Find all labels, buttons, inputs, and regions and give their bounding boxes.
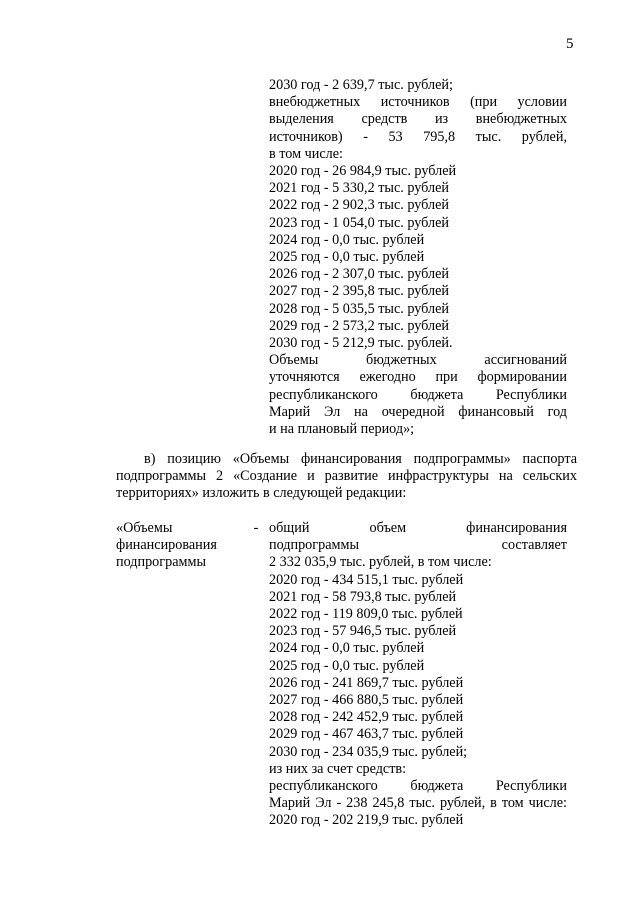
value-line: из них за счет средств:	[269, 760, 407, 777]
table-value-column	[269, 520, 567, 830]
paragraph-line: территориях» изложить в следующей редакции:	[116, 485, 407, 502]
year-amount-line: 2027 год - 2 395,8 тыс. рублей	[269, 283, 449, 300]
text-line: выделения средств из внебюджетных	[269, 111, 567, 128]
year-amount-line: 2028 год - 242 452,9 тыс. рублей	[269, 709, 464, 726]
text-line: внебюджетных источников (при условии	[269, 94, 567, 111]
year-amount-line: 2024 год - 0,0 тыс. рублей	[269, 640, 425, 657]
text-line: 2030 год - 2 639,7 тыс. рублей;	[269, 77, 453, 93]
year-amount-line: 2020 год - 202 219,9 тыс. рублей	[269, 812, 464, 829]
year-amount-line: 2030 год - 5 212,9 тыс. рублей.	[269, 335, 453, 352]
year-amount-line: 2020 год - 434 515,1 тыс. рублей	[269, 571, 464, 588]
value-line: республиканского бюджета Республики	[269, 778, 567, 795]
year-amount-line: 2021 год - 58 793,8 тыс. рублей	[269, 588, 457, 605]
year-amount-line: 2023 год - 57 946,5 тыс. рублей	[269, 623, 457, 640]
label-line: «Объемы	[116, 520, 173, 536]
label-line: финансирования	[116, 537, 217, 554]
table-dash: -	[253, 520, 259, 536]
year-amount-line: 2024 год - 0,0 тыс. рублей	[269, 231, 425, 248]
label-line: подпрограммы	[116, 554, 206, 571]
year-amount-line: 2030 год - 234 035,9 тыс. рублей;	[269, 743, 468, 760]
paragraph-line: в) позицию «Объемы финансирования подпрограммы» паспорта	[144, 451, 577, 467]
paragraph-line: подпрограммы 2 «Создание и развитие инфраструктуры на сельских	[116, 468, 577, 485]
year-amount-line: 2029 год - 467 463,7 тыс. рублей	[269, 726, 464, 743]
funding-continuation-block	[269, 77, 567, 438]
table-label-column	[116, 520, 256, 572]
text-line: республиканского бюджета Республики	[269, 386, 567, 403]
year-amount-line: 2023 год - 1 054,0 тыс. рублей	[269, 214, 449, 231]
text-line: источников) - 53 795,8 тыс. рублей,	[269, 128, 567, 145]
text-line: уточняются ежегодно при формировании	[269, 369, 567, 386]
year-amount-line: 2020 год - 26 984,9 тыс. рублей	[269, 163, 457, 180]
year-amount-line: 2027 год - 466 880,5 тыс. рублей	[269, 692, 464, 709]
value-line: общий объем финансирования	[269, 520, 567, 536]
year-amount-line: 2022 год - 2 902,3 тыс. рублей	[269, 197, 449, 214]
year-amount-line: 2026 год - 2 307,0 тыс. рублей	[269, 266, 449, 283]
year-amount-line: 2025 год - 0,0 тыс. рублей	[269, 249, 425, 266]
page-number: 5	[566, 36, 574, 52]
year-amount-line: 2026 год - 241 869,7 тыс. рублей	[269, 674, 464, 691]
text-line: Марий Эл на очередной финансовый год	[269, 403, 567, 420]
text-line: Объемы бюджетных ассигнований	[269, 352, 567, 369]
value-line: Марий Эл - 238 245,8 тыс. рублей, в том числе:	[269, 795, 567, 812]
value-line: подпрограммы составляет	[269, 537, 567, 554]
amendment-paragraph	[116, 451, 577, 503]
year-amount-line: 2029 год - 2 573,2 тыс. рублей	[269, 317, 449, 334]
year-amount-line: 2022 год - 119 809,0 тыс. рублей	[269, 606, 463, 623]
text-line: и на плановый период»;	[269, 421, 415, 438]
value-line: 2 332 035,9 тыс. рублей, в том числе:	[269, 554, 492, 571]
year-amount-line: 2028 год - 5 035,5 тыс. рублей	[269, 300, 449, 317]
year-amount-line: 2025 год - 0,0 тыс. рублей	[269, 657, 425, 674]
year-amount-line: 2021 год - 5 330,2 тыс. рублей	[269, 180, 449, 197]
text-line: в том числе:	[269, 145, 343, 162]
